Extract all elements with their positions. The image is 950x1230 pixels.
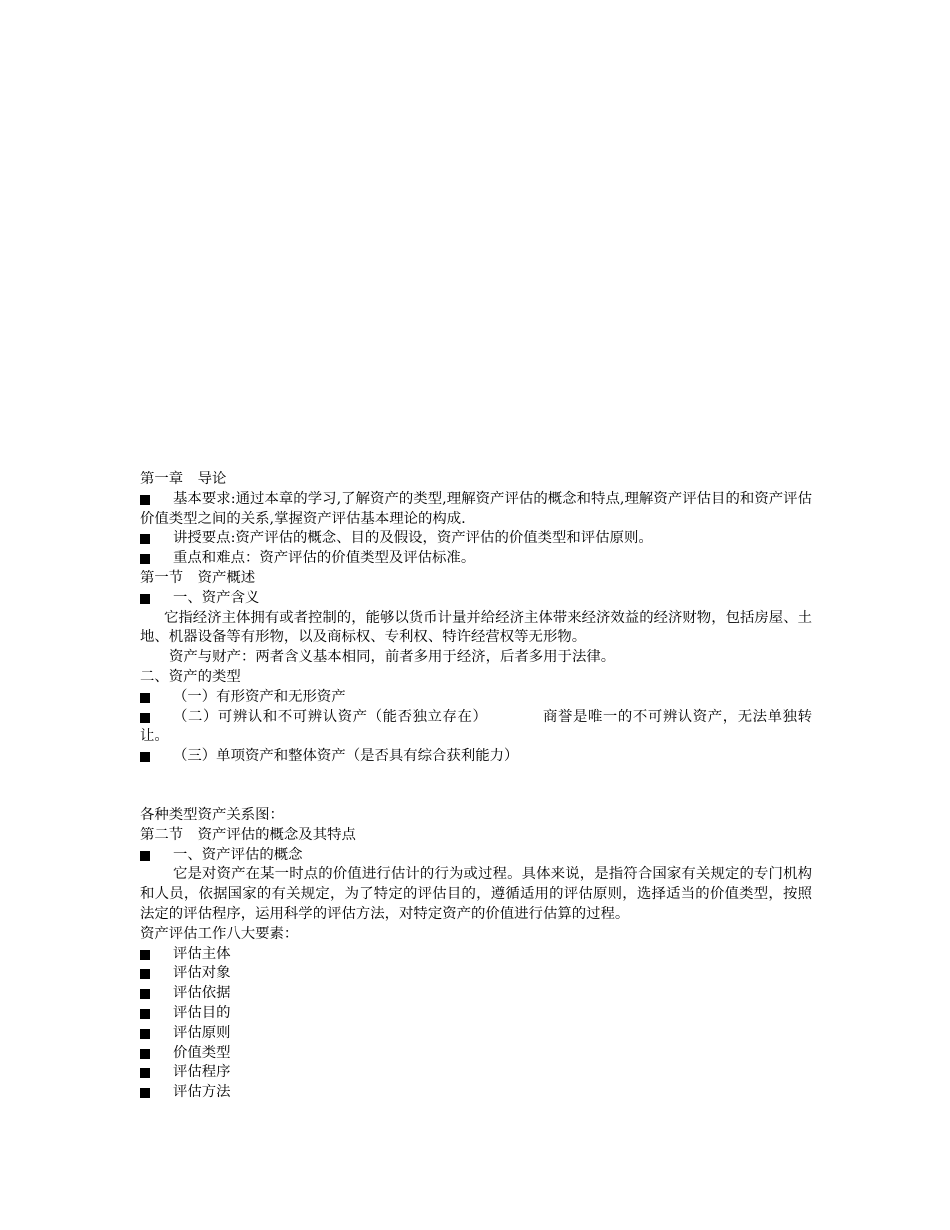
asset-type-item <box>140 708 812 748</box>
asset-type-text: （三）单项资产和整体资产（是否具有综合获利能力） <box>173 748 519 765</box>
subsection-heading-text: 一、资产评估的概念 <box>173 846 303 863</box>
square-bullet-icon <box>140 1029 150 1039</box>
square-bullet-icon <box>140 950 150 960</box>
square-bullet-icon <box>140 1088 150 1098</box>
elements-title: 资产评估工作八大要素： <box>140 925 299 942</box>
element-item <box>140 1044 812 1064</box>
square-bullet-icon <box>140 495 150 505</box>
element-item <box>140 1004 812 1024</box>
element-item <box>140 984 812 1004</box>
element-text: 评估依据 <box>173 985 231 1002</box>
square-bullet-icon <box>140 851 150 861</box>
asset-type-item <box>140 688 812 708</box>
subsection-heading-text: 一、资产含义 <box>173 589 260 606</box>
square-bullet-icon <box>140 989 150 999</box>
element-text: 价值类型 <box>173 1044 231 1061</box>
goodwill-note: 商誉是唯一的不可辨认资产，无法单独转让。 <box>140 708 812 745</box>
asset-type-text: （一）有形资产和无形资产 <box>173 688 346 705</box>
subsection-heading: 二、资产的类型 <box>140 668 241 685</box>
asset-definition: 它指经济主体拥有或者控制的，能够以货币计量并给经济主体带来经济效益的经济财物，包括房屋、土地、机器设备等有形物，以及商标权、专利权、特许经营权等无形物。 <box>140 609 812 646</box>
document-body <box>140 470 812 1103</box>
requirement-text: 讲授要点:资产评估的概念、目的及假设，资产评估的价值类型和评估原则。 <box>173 530 653 547</box>
element-item <box>140 1083 812 1103</box>
requirement-text: 重点和难点：资产评估的价值类型及评估标准。 <box>173 550 476 567</box>
requirement-item <box>140 490 812 530</box>
square-bullet-icon <box>140 1049 150 1059</box>
square-bullet-icon <box>140 1009 150 1019</box>
square-bullet-icon <box>140 752 150 762</box>
subsection-heading <box>140 589 812 609</box>
subsection-heading <box>140 846 812 866</box>
square-bullet-icon <box>140 693 150 703</box>
element-item <box>140 1024 812 1044</box>
section-title: 第二节 资产评估的概念及其特点 <box>140 826 356 843</box>
element-item <box>140 1063 812 1083</box>
element-text: 评估主体 <box>173 945 231 962</box>
element-text: 评估原则 <box>173 1024 231 1041</box>
chapter-title: 第一章 导论 <box>140 471 227 487</box>
element-text: 评估程序 <box>173 1064 231 1081</box>
requirement-item <box>140 529 812 549</box>
square-bullet-icon <box>140 1068 150 1078</box>
requirement-item <box>140 549 812 569</box>
element-text: 评估目的 <box>173 1004 231 1021</box>
square-bullet-icon <box>140 713 150 723</box>
appraisal-definition: 它是对资产在某一时点的价值进行估计的行为或过程。具体来说，是指符合国家有关规定的专门机构和人员，依据国家的有关规定，为了特定的评估目的，遵循适用的评估原则，选择适当的价值类型，按照法定的评估程序，运用科学的评估方法，对特定资产的价值进行估算的过程。 <box>140 866 812 922</box>
element-item <box>140 945 812 965</box>
diagram-space <box>140 767 812 806</box>
relation-diagram-label: 各种类型资产关系图： <box>140 806 284 823</box>
square-bullet-icon <box>140 594 150 604</box>
section-title: 第一节 资产概述 <box>140 569 256 586</box>
element-text: 评估对象 <box>173 965 231 982</box>
element-item <box>140 964 812 984</box>
square-bullet-icon <box>140 554 150 564</box>
requirement-text: 基本要求:通过本章的学习,了解资产的类型,理解资产评估的概念和特点,理解资产评估目的和资产评估价值类型之间的关系,掌握资产评估基本理论的构成. <box>140 490 812 527</box>
asset-property-comparison: 资产与财产：两者含义基本相同，前者多用于经济，后者多用于法律。 <box>169 649 616 666</box>
square-bullet-icon <box>140 969 150 979</box>
element-text: 评估方法 <box>173 1084 231 1101</box>
asset-type-text: （二）可辨认和不可辨认资产（能否独立存在） <box>173 708 488 725</box>
square-bullet-icon <box>140 534 150 544</box>
asset-type-item <box>140 747 812 767</box>
